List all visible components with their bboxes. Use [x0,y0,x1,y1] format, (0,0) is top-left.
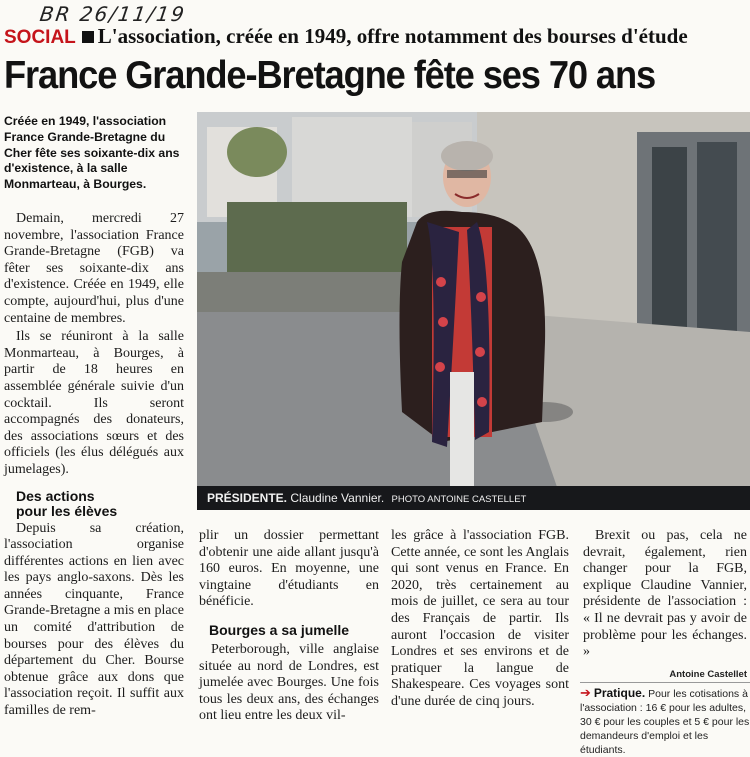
column-4 [583,528,747,682]
caption-credit: PHOTO ANTOINE CASTELLET [391,494,527,505]
column-2 [199,528,379,725]
paragraph: Ils se réuniront à la salle Monmarteau, à Bourges, à partir de 18 heures en assemblée générale suivie d'un cocktail. Ils seront accompagnés des donateurs, des associations sœurs et des officiels (les élus délégués aux jumelages). [4,329,184,477]
paragraph: Brexit ou pas, cela ne devrait, également, rien changer pour la FGB, explique Claudine Vannier, présidente de l'association : « Il ne devrait pas y avoir de problème pour les échanges. » [583,528,747,660]
paragraph: Peterborough, ville anglaise située au nord de Londres, est jumelée avec Bourges. Une fois tous les deux ans, des échanges ont lieu entre les deux vil- [199,641,379,724]
handwritten-date-note: BR 26/11/19 [38,2,188,26]
pratique-label: Pratique. [593,686,646,700]
subhead-jumelle: Bourges a sa jumelle [209,621,350,638]
column-1 [4,211,184,722]
rubric-square-icon [82,31,94,43]
caption-name: Claudine Vannier. [290,491,385,505]
paragraph: Depuis sa création, l'association organise différentes actions en lien avec les pays anglo-saxons. Dès les années cinquante, France Grande-Bretagne a mis en place un comité d'attribution de bourses pour des élèves du département du Cher. Bourse obtenue grâce aux dons que l'association reçoit. Il suffit aux familles de rem- [4,520,184,719]
rubric-label: SOCIAL [4,27,76,48]
pratique-text: Pour les cotisations à l'association : 16 € pour les adultes, 30 € pour les couples et 5 € pour les demandeurs d'emploi et les étudiants. [580,688,750,756]
paragraph: plir un dossier permettant d'obtenir une aide allant jusqu'à 160 euros. En moyenne, une vingtaine d'étudiants en bénéficie. [199,528,379,610]
article-headline: France Grande-Bretagne fête ses 70 ans [4,54,656,97]
kicker-row [4,24,688,48]
paragraph: Demain, mercredi 27 novembre, l'association France Grande-Bretagne (FGB) va fêter ses soixante-dix ans d'existence. Créée en 1949, elle compte, aujourd'hui, plus d'une centaine de membres. [4,211,184,326]
kicker-text: L'association, créée en 1949, offre notamment des bourses d'étude [97,24,688,48]
photo-caption [197,486,750,510]
president-photo [197,112,750,487]
caption-label: PRÉSIDENTE. [207,491,288,505]
paragraph: les grâce à l'association FGB. Cette année, ce sont les Anglais qui sont venus en France. En 2020, très certainement au mois de juillet, ce sera au tour des Français de partir. Ils auront l'occasion de visiter Londres et ses environs et de pratiquer la langue de Shakespeare. Ces voyages sont d'une durée de cinq jours. [391,528,569,709]
author-signature: Antoine Castellet [669,668,747,680]
article-lede: Créée en 1949, l'association France Grande-Bretagne du Cher fête ses soixante-dix ans d'existence, à la salle Monmarteau, à Bourges. [4,114,180,192]
pratique-box [580,682,750,757]
subhead-actions: Des actions pour les élèves [16,487,118,519]
photo-illustration [197,112,750,487]
arrow-right-icon: ➔ [580,685,591,700]
column-3 [391,528,569,711]
